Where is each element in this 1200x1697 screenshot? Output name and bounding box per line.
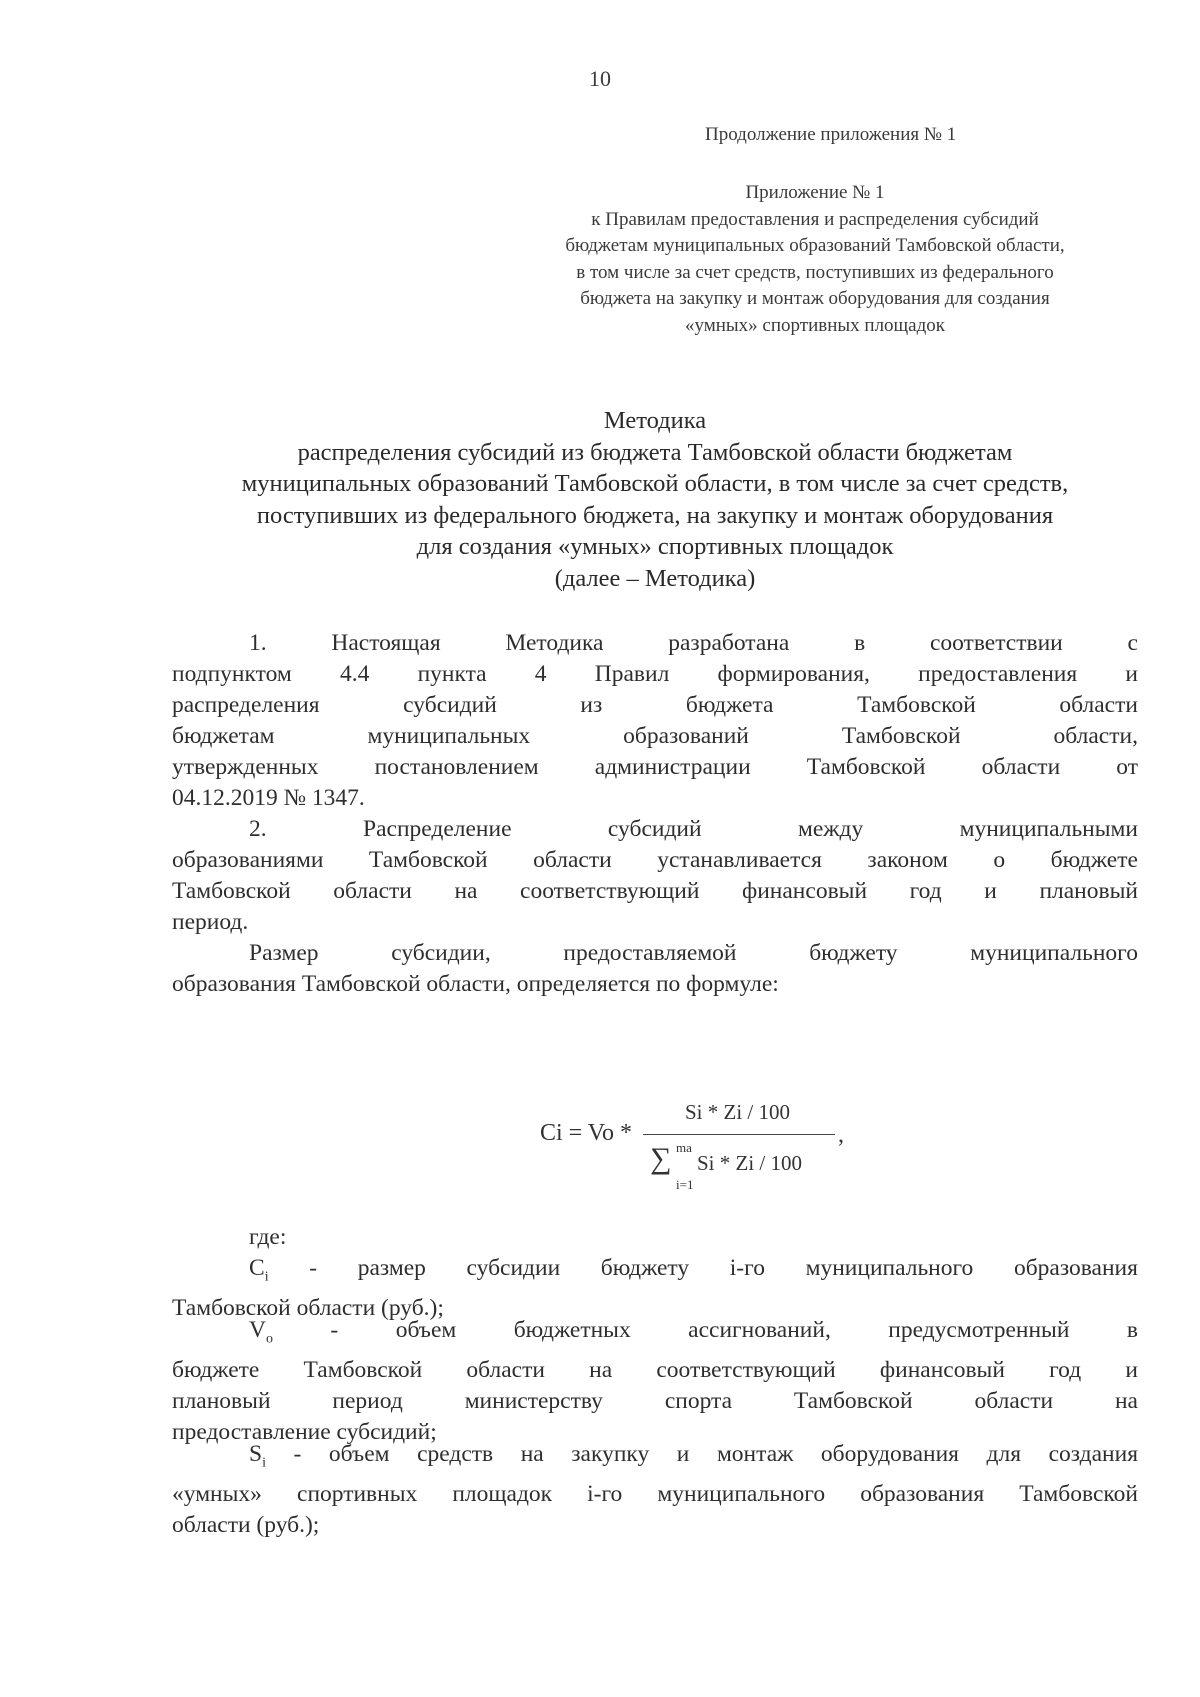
title-line: для создания «умных» спортивных площадок [416, 533, 894, 560]
word: бюджету [809, 940, 898, 966]
word: средств [417, 1441, 494, 1467]
word: субсидии, [391, 940, 491, 966]
word: - [330, 1317, 339, 1343]
word: закупку [571, 1441, 650, 1467]
word: муниципального [970, 940, 1138, 966]
word: муниципального [657, 1480, 826, 1507]
word: устанавливается [657, 847, 822, 873]
paragraph-line: образования Тамбовской области, определяется по формуле: [172, 971, 779, 997]
word: субсидий [403, 692, 497, 718]
word: монтаж [716, 1441, 794, 1467]
word: от [1116, 754, 1138, 780]
appendix-line: «умных» спортивных площадок [684, 314, 946, 336]
word: Тамбовской [172, 878, 291, 904]
word: и [984, 878, 997, 904]
appendix-header [490, 180, 1140, 339]
paragraph-line [172, 659, 1138, 690]
word: Тамбовской [368, 847, 488, 873]
word: 4 [534, 661, 547, 687]
word: финансовый [742, 878, 868, 904]
word: формирования, [717, 661, 870, 687]
word: i-го [587, 1480, 623, 1507]
word: на [454, 878, 478, 904]
word: пункта [417, 661, 487, 687]
word: плановый [1039, 878, 1138, 904]
paragraph-1 [172, 628, 1138, 814]
word: оборудования [820, 1441, 959, 1467]
definition-line [172, 1355, 1138, 1386]
word: области [974, 1387, 1054, 1414]
word: период [332, 1387, 403, 1414]
word: соответствии [929, 630, 1063, 656]
page-number: 10 [589, 66, 611, 91]
word: объем [328, 1441, 390, 1467]
word: для [986, 1441, 1022, 1467]
word: Настоящая [331, 630, 441, 656]
word: муниципального [805, 1255, 974, 1281]
word: 1. [249, 630, 267, 656]
paragraph-line: 04.12.2019 № 1347. [172, 785, 365, 811]
word: Тамбовской [793, 1387, 913, 1414]
word: площадок [452, 1480, 553, 1507]
sum-lower-limit: i=1 [676, 1177, 694, 1192]
word: и [676, 1441, 690, 1467]
variable-symbol: $C_i$ [249, 1255, 269, 1285]
word: с [1127, 630, 1138, 656]
definition-line [172, 1439, 1138, 1479]
word: Распределение [363, 816, 512, 842]
word: утвержденных [172, 754, 319, 780]
paragraph-line [172, 876, 1138, 907]
word: ассигнований, [688, 1317, 831, 1343]
word: создания [1048, 1441, 1138, 1467]
sum-upper-limit: ma [676, 1140, 692, 1155]
word: предусмотренный [888, 1317, 1070, 1343]
word: в [854, 630, 866, 656]
word: - [309, 1255, 318, 1281]
appendix-line: Приложение № 1 [745, 182, 885, 203]
appendix-line: в том числе за счет средств, поступивших из федерального [576, 261, 1054, 283]
paragraph-line: период. [172, 909, 249, 935]
word: муниципальными [959, 816, 1138, 842]
word: образования [1013, 1255, 1138, 1281]
word: год [909, 878, 942, 904]
definition-line: предоставление субсидий; [172, 1418, 437, 1445]
word: год [1049, 1356, 1082, 1383]
word: распределения [172, 692, 320, 718]
title-line: (далее – Методика) [554, 564, 756, 592]
formula-denominator: Si * Zi / 100 [697, 1151, 803, 1175]
word: и [1125, 1356, 1138, 1383]
paragraph-line [172, 721, 1138, 752]
word: области [466, 1356, 545, 1383]
appendix-line: бюджета на закупку и монтаж оборудования для создания [580, 288, 1050, 309]
appendix-line: к Правилам предоставления и распределения субсидий [591, 208, 1039, 230]
paragraph-line [172, 814, 1138, 845]
word: Тамбовской [1019, 1480, 1138, 1507]
word: на [589, 1356, 613, 1383]
definition-line [172, 1315, 1138, 1355]
subsidy-formula [540, 1100, 860, 1210]
word: «умных» [172, 1480, 262, 1507]
paragraph-3 [172, 938, 1138, 1000]
word: образования [860, 1480, 985, 1507]
document-title [160, 405, 1150, 594]
word: Тамбовской [806, 754, 926, 780]
word: министерству [464, 1387, 603, 1414]
word: бюджету [600, 1255, 690, 1281]
word: между [797, 816, 864, 842]
variable-symbol: $S_i$ [249, 1441, 266, 1471]
word: подпунктом [172, 661, 292, 687]
word: финансовый [879, 1356, 1005, 1383]
continuation-label: Продолжение приложения № 1 [705, 124, 957, 145]
word: i-го [729, 1255, 765, 1281]
sum-symbol: ∑ [650, 1142, 672, 1175]
word: на [520, 1441, 544, 1467]
word: на [1114, 1387, 1138, 1414]
word: спортивных [297, 1480, 418, 1507]
word: объем [395, 1317, 457, 1343]
word: Тамбовской [303, 1356, 423, 1383]
word: законом [867, 847, 948, 873]
word: Правил [594, 661, 670, 687]
word: Тамбовской [857, 692, 976, 718]
word: Тамбовской [841, 723, 961, 749]
word: субсидий [607, 816, 702, 842]
word: бюджета [685, 692, 774, 718]
word: муниципальных [367, 723, 531, 749]
definition-v [172, 1315, 1138, 1448]
word: области [333, 878, 412, 904]
formula-lhs: Ci = Vo * [540, 1120, 633, 1146]
title-line: распределения субсидий из бюджета Тамбовской области бюджетам [297, 438, 1013, 466]
word: - [293, 1441, 302, 1467]
word: бюджетных [513, 1317, 631, 1343]
definition-line [172, 1479, 1138, 1510]
word: размер [357, 1255, 426, 1281]
formula-numerator: Si * Zi / 100 [685, 1100, 791, 1124]
word: 2. [249, 816, 267, 842]
paragraph-line [172, 690, 1138, 721]
word: предоставляемой [563, 940, 737, 966]
word: администрации [594, 754, 751, 780]
definition-line [172, 1386, 1138, 1417]
fraction-bar [643, 1134, 835, 1135]
appendix-line: бюджетам муниципальных образований Тамбовской области, [565, 235, 1065, 256]
word: бюджете [172, 1356, 260, 1383]
word: о [993, 847, 1006, 873]
word: 4.4 [339, 661, 370, 687]
definition-c [172, 1253, 1138, 1324]
definition-line: области (руб.); [172, 1511, 320, 1538]
word: области [533, 847, 612, 873]
word: субсидии [466, 1255, 561, 1281]
definition-s [172, 1439, 1138, 1541]
paragraph-2 [172, 814, 1138, 938]
word: плановый [172, 1387, 271, 1414]
title-line: поступивших из федерального бюджета, на закупку и монтаж оборудования [256, 501, 1054, 529]
definition-line: Тамбовской области (руб.); [172, 1294, 444, 1321]
word: Методика [505, 630, 604, 656]
title-line: муниципальных образований Тамбовской области, в том числе за счет средств, [241, 470, 1069, 497]
paragraph-line [172, 752, 1138, 783]
word: области [981, 754, 1061, 780]
word: образований [623, 723, 749, 749]
variable-symbol: $V_o$ [249, 1317, 273, 1347]
word: из [580, 692, 603, 718]
word: спорта [664, 1387, 732, 1414]
where-block [172, 1222, 1138, 1253]
word: области [1059, 692, 1138, 718]
word: постановлением [374, 754, 539, 780]
where-label: где: [249, 1224, 287, 1250]
word: бюджете [1050, 847, 1138, 873]
word: предоставления [918, 661, 1078, 687]
paragraph-line [172, 845, 1138, 876]
formula-comma: , [838, 1122, 844, 1148]
word: разработана [668, 630, 790, 656]
word: соответствующий [520, 878, 700, 904]
word: соответствующий [656, 1356, 836, 1383]
word: области, [1053, 723, 1138, 749]
word: образованиями [172, 847, 324, 873]
word: бюджетам [172, 723, 275, 749]
title-line: Методика [603, 407, 707, 434]
definition-line [172, 1253, 1138, 1293]
paragraph-line [172, 938, 1138, 969]
word: Размер [249, 940, 319, 966]
paragraph-line [172, 628, 1138, 659]
word: в [1126, 1317, 1138, 1343]
word: и [1125, 661, 1138, 687]
